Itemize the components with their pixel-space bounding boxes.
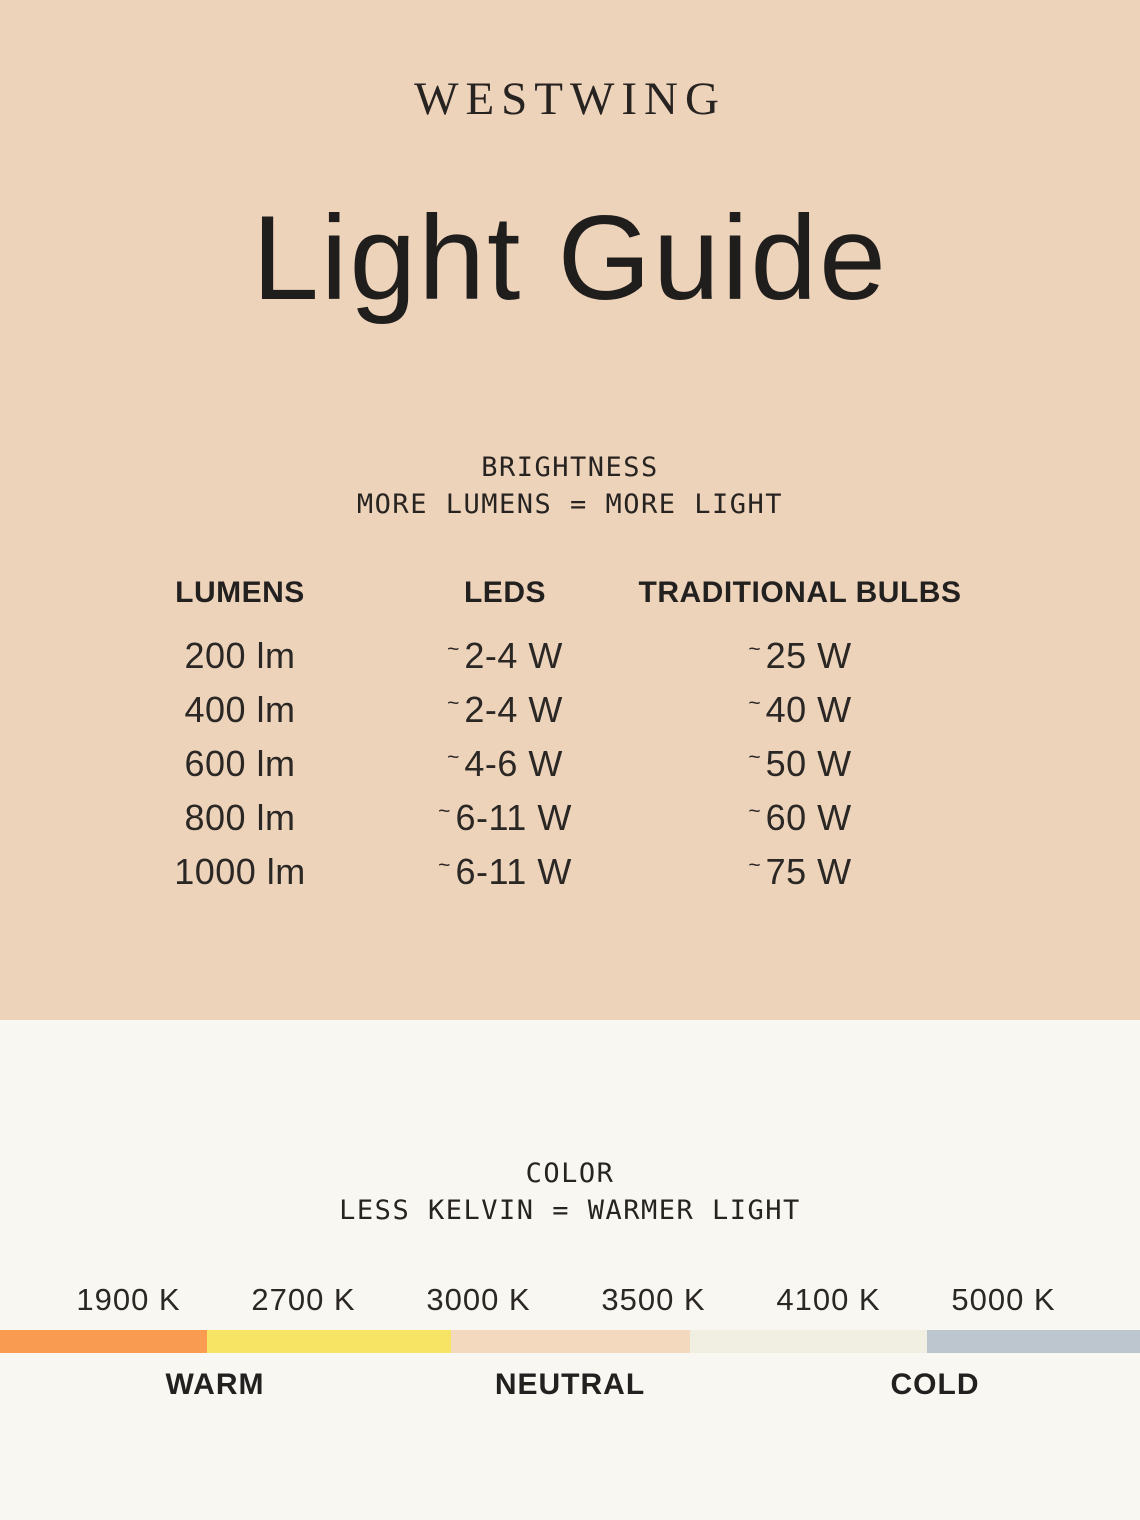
lumens-value: 600 lm [184,743,296,784]
temperature-label-warm: WARM [165,1368,265,1401]
brightness-subheading: MORE LUMENS = MORE LIGHT [356,489,784,520]
approx-symbol: ~ [748,800,761,823]
scale-segment-peach [451,1330,690,1353]
bulb-watts-value [630,635,970,677]
kelvin-label: 2700 K [251,1282,356,1317]
bulb-watts-text: 60 W [765,797,852,838]
bulb-watts-text: 40 W [765,689,852,730]
lumens-value: 1000 lm [174,851,306,892]
led-watts-text: 6-11 W [455,797,572,838]
scale-segment-cool-blue-gray [927,1330,1140,1353]
column-header-traditional-bulbs: TRADITIONAL BULBS [638,576,962,609]
table-row [0,743,1140,787]
approx-symbol: ~ [748,692,761,715]
kelvin-label: 1900 K [76,1282,181,1317]
led-watts-text: 2-4 W [464,689,563,730]
led-watts-text: 6-11 W [455,851,572,892]
color-heading: COLOR [525,1158,615,1189]
led-watts-value [355,743,655,785]
approx-symbol: ~ [447,638,460,661]
bulb-watts-value [630,743,970,785]
lumens-value: 200 lm [184,635,296,676]
brand-logo: WESTWING [414,73,726,125]
led-watts-value [355,635,655,677]
led-watts-value [355,851,655,893]
approx-symbol: ~ [438,800,451,823]
color-subheading: LESS KELVIN = WARMER LIGHT [339,1195,801,1226]
bulb-watts-value [630,851,970,893]
kelvin-label: 3000 K [426,1282,531,1317]
bulb-watts-value [630,689,970,731]
approx-symbol: ~ [748,746,761,769]
temperature-label-neutral: NEUTRAL [494,1368,646,1401]
color-section [0,1020,1140,1520]
kelvin-label: 5000 K [951,1282,1056,1317]
approx-symbol: ~ [447,692,460,715]
bulb-watts-text: 75 W [765,851,852,892]
scale-segment-warm-orange [0,1330,207,1353]
brightness-heading-block [0,449,1140,523]
table-row [0,689,1140,733]
approx-symbol: ~ [447,746,460,769]
scale-segment-cream [690,1330,927,1353]
kelvin-labels-row [41,1282,1091,1318]
lumens-value: 400 lm [184,689,296,730]
color-heading-block [0,1155,1140,1229]
temperature-label-cold: COLD [890,1368,980,1401]
kelvin-label: 3500 K [601,1282,706,1317]
led-watts-text: 4-6 W [464,743,563,784]
bulb-watts-text: 25 W [765,635,852,676]
brightness-heading: BRIGHTNESS [481,452,659,483]
table-row [0,797,1140,841]
bulb-watts-text: 50 W [765,743,852,784]
page-title: Light Guide [252,191,888,325]
approx-symbol: ~ [748,854,761,877]
table-header-row [0,576,1140,620]
bulb-watts-value [630,797,970,839]
approx-symbol: ~ [748,638,761,661]
led-watts-value [355,797,655,839]
kelvin-scale-bar [0,1330,1140,1353]
table-row [0,635,1140,679]
column-header-leds: LEDS [463,576,546,609]
table-row [0,851,1140,895]
led-watts-value [355,689,655,731]
lumens-value: 800 lm [184,797,296,838]
kelvin-label: 4100 K [776,1282,881,1317]
led-watts-text: 2-4 W [464,635,563,676]
approx-symbol: ~ [438,854,451,877]
column-header-lumens: LUMENS [175,576,305,609]
scale-segment-yellow [207,1330,451,1353]
